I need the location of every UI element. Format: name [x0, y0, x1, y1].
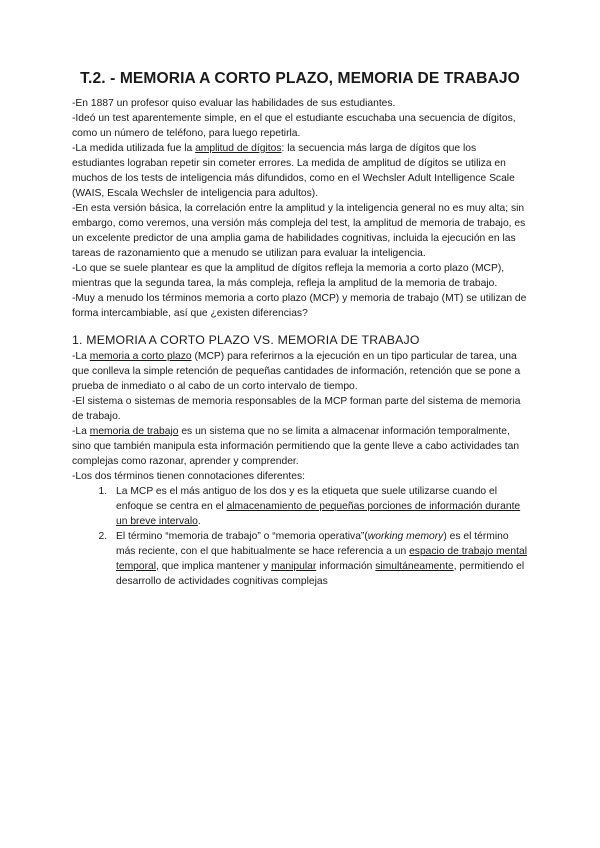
text-run: (MCP) para referirnos a la ejecución en un tipo particular de tarea, una que conlleva la simple retención de pequeñas cantidades de información, retención que se pone a prueba de inmediato o al cabo de un corto intervalo de tiempo.	[72, 351, 521, 392]
list-item	[110, 484, 527, 529]
text-run: , permitiendo el desarrollo de actividades cognitivas complejas	[116, 561, 525, 587]
text-run: : la secuencia más larga de dígitos que los estudiantes lograban repetir sin cometer errores. La medida de amplitud de dígitos se utiliza en muchos de los tests de inteligencia más difundidos, como en el Wechsler Adult Intelligence Scale (WAIS, Escala Wechsler de inteligencia para adultos).	[72, 143, 515, 199]
section-paragraph-1	[72, 349, 527, 394]
text-run: .	[197, 516, 201, 527]
intro-paragraph-4: -En esta versión básica, la correlación entre la amplitud y la inteligencia general no es muy alta; sin embargo, como veremos, una versión más compleja del test, la amplitud de memoria de trabajo, es un excelente predictor de una amplia gama de habilidades cognitivas, incluida la ejecución en las tareas de razonamiento que a menudo se utilizan para evaluar la inteligencia.	[72, 203, 526, 259]
section-paragraph-3	[72, 424, 527, 469]
intro-paragraph-5: -Lo que se suele plantear es que la amplitud de dígitos refleja la memoria a corto plazo (MCP), mientras que la segunda tarea, la más compleja, refleja la amplitud de la memoria de trabajo.	[72, 263, 505, 289]
intro-paragraph-6: -Muy a menudo los términos memoria a corto plazo (MCP) y memoria de trabajo (MT) se utilizan de forma intercambiable, así que ¿existen diferencias?	[72, 293, 527, 319]
italic-term: working memory	[367, 531, 444, 542]
underlined-term: memoria a corto plazo	[89, 351, 192, 362]
text-run: es un sistema que no se limita a almacenar información temporalmente, sino que también manipula esta información permitiendo que la gente lleve a cabo actividades tan complejas como razonar, aprender y comprender.	[72, 426, 520, 467]
section-heading: 1. MEMORIA A CORTO PLAZO VS. MEMORIA DE TRABAJO	[72, 333, 420, 347]
intro-paragraph-2: -Ideó un test aparentemente simple, en el que el estudiante escuchaba una secuencia de dígitos, como un número de teléfono, para luego repetirla.	[72, 113, 516, 139]
section-paragraph-4: -Los dos términos tienen connotaciones diferentes:	[72, 471, 305, 482]
list-item	[110, 529, 527, 589]
text-run: -La medida utilizada fue la	[72, 143, 196, 154]
text-run: ) es el término más reciente, con el que habitualmente se hace referencia a un	[116, 531, 509, 557]
intro-paragraph-3	[72, 141, 527, 201]
underlined-term: espacio de trabajo mental temporal	[116, 546, 527, 572]
text-run: La MCP es el más antiguo de los dos y es la etiqueta que suele utilizarse cuando el enfoque se centra en el	[116, 486, 498, 512]
intro-paragraph-1: -En 1887 un profesor quiso evaluar las habilidades de sus estudiantes.	[72, 98, 396, 109]
text-run: , que implica mantener y	[156, 561, 272, 572]
underlined-term: memoria de trabajo	[89, 426, 179, 437]
section-paragraph-2: -El sistema o sistemas de memoria responsables de la MCP forman parte del sistema de memoria de trabajo.	[72, 396, 521, 422]
document-body	[72, 96, 527, 589]
document-title: T.2. - MEMORIA A CORTO PLAZO, MEMORIA DE TRABAJO	[80, 70, 520, 87]
underlined-term: amplitud de dígitos	[195, 143, 282, 154]
text-run: El término “memoria de trabajo” o “memoria operativa”(	[116, 531, 368, 542]
numbered-list	[72, 484, 527, 589]
underlined-term: almacenamiento de pequeñas porciones de información durante un breve intervalo	[116, 501, 521, 527]
text-run: -La	[72, 426, 90, 437]
underlined-term: simultáneamente	[375, 561, 454, 572]
text-run: -La	[72, 351, 90, 362]
underlined-term: manipular	[271, 561, 317, 572]
text-run: información	[316, 561, 376, 572]
